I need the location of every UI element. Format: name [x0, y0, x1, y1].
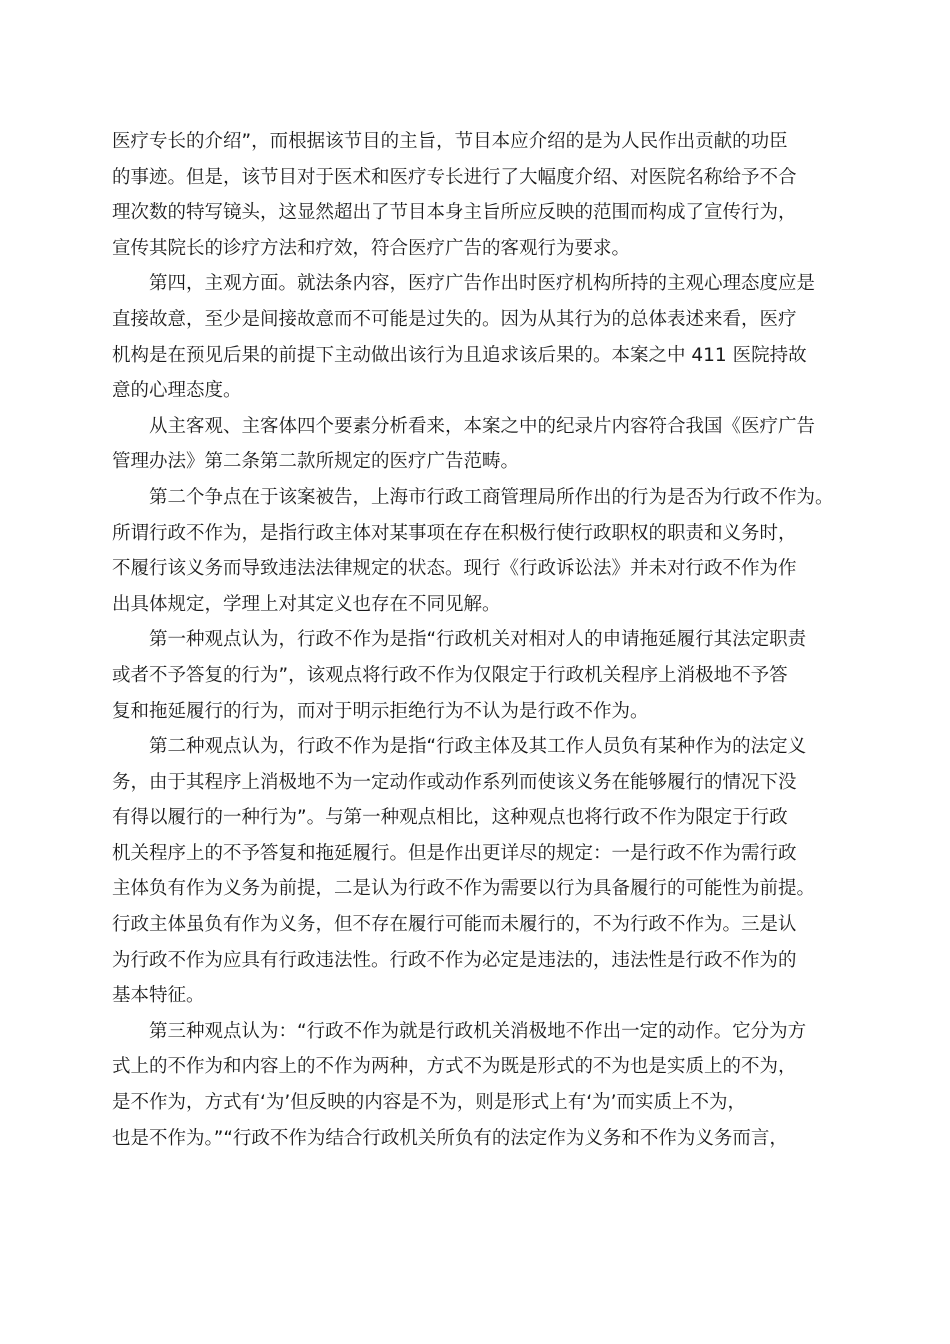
text-line: 理次数的特写镜头，这显然超出了节目本身主旨所应反映的范围而构成了宣传行为， [112, 202, 797, 224]
text-line: 第二个争点在于该案被告，上海市行政工商管理局所作出的行为是否为行政不作为。 [149, 486, 834, 508]
text-line: 第二种观点认为，行政不作为是指“行政主体及其工作人员负有某种作为的法定义 [149, 736, 807, 758]
text-line: 有得以履行的一种行为”。与第一种观点相比，这种观点也将行政不作为限定于行政 [112, 807, 788, 829]
text-line: 宣传其院长的诊疗方法和疗效，符合医疗广告的客观行为要求。 [112, 237, 631, 259]
text-line: 行政主体虽负有作为义务，但不存在履行可能而未履行的，不为行政不作为。三是认 [112, 914, 797, 936]
document-body [112, 124, 854, 1156]
text-line: 基本特征。 [112, 985, 205, 1007]
text-line: 第三种观点认为：“行政不作为就是行政机关消极地不作出一定的动作。它分为方 [149, 1020, 807, 1042]
text-line: 管理办法》第二条第二款所规定的医疗广告范畴。 [112, 451, 520, 473]
text-line: 所谓行政不作为，是指行政主体对某事项在存在积极行使行政职权的职责和义务时， [112, 522, 797, 544]
text-line: 是不作为，方式有‘为’但反映的内容是不为，则是形式上有‘为’而实质上不为， [112, 1092, 747, 1114]
text-line: 出具体规定，学理上对其定义也存在不同见解。 [112, 593, 501, 615]
text-line: 的事迹。但是，该节目对于医术和医疗专长进行了大幅度介绍、对医院名称给予不合 [112, 166, 797, 188]
text-line: 直接故意，至少是间接故意而不可能是过失的。因为从其行为的总体表述来看，医疗 [112, 308, 797, 330]
text-line: 式上的不作为和内容上的不作为两种，方式不为既是形式的不为也是实质上的不为， [112, 1056, 797, 1078]
text-line: 务，由于其程序上消极地不为一定动作或动作系列而使该义务在能够履行的情况下没 [112, 771, 797, 793]
text-line: 医疗专长的介绍”，而根据该节目的主旨，节目本应介绍的是为人民作出贡献的功臣 [112, 131, 788, 152]
text-line: 意的心理态度。 [112, 380, 242, 402]
text-line: 或者不予答复的行为”，该观点将行政不作为仅限定于行政机关程序上消极地不予答 [112, 664, 788, 686]
text-line: 不履行该义务而导致违法法律规定的状态。现行《行政诉讼法》并未对行政不作为作 [112, 558, 797, 580]
text-line: 主体负有作为义务为前提，二是认为行政不作为需要以行为具备履行的可能性为前提。 [112, 878, 816, 900]
text-line: 为行政不作为应具有行政违法性。行政不作为必定是违法的，违法性是行政不作为的 [112, 949, 797, 971]
text-line: 复和拖延履行的行为，而对于明示拒绝行为不认为是行政不作为。 [112, 700, 649, 722]
text-line: 机关程序上的不予答复和拖延履行。但是作出更详尽的规定：一是行政不作为需行政 [112, 842, 797, 864]
text-line: 第四，主观方面。就法条内容，医疗广告作出时医疗机构所持的主观心理态度应是 [149, 273, 816, 295]
text-line: 机构是在预见后果的前提下主动做出该行为且追求该后果的。本案之中 411 医院持故 [112, 344, 807, 366]
text-line: 从主客观、主客体四个要素分析看来，本案之中的纪录片内容符合我国《医疗广告 [149, 415, 816, 437]
text-line: 也是不作为。”“行政不作为结合行政机关所负有的法定作为义务和不作为义务而言， [112, 1127, 788, 1149]
text-line: 第一种观点认为，行政不作为是指“行政机关对相对人的申请拖延履行其法定职责 [149, 629, 807, 651]
